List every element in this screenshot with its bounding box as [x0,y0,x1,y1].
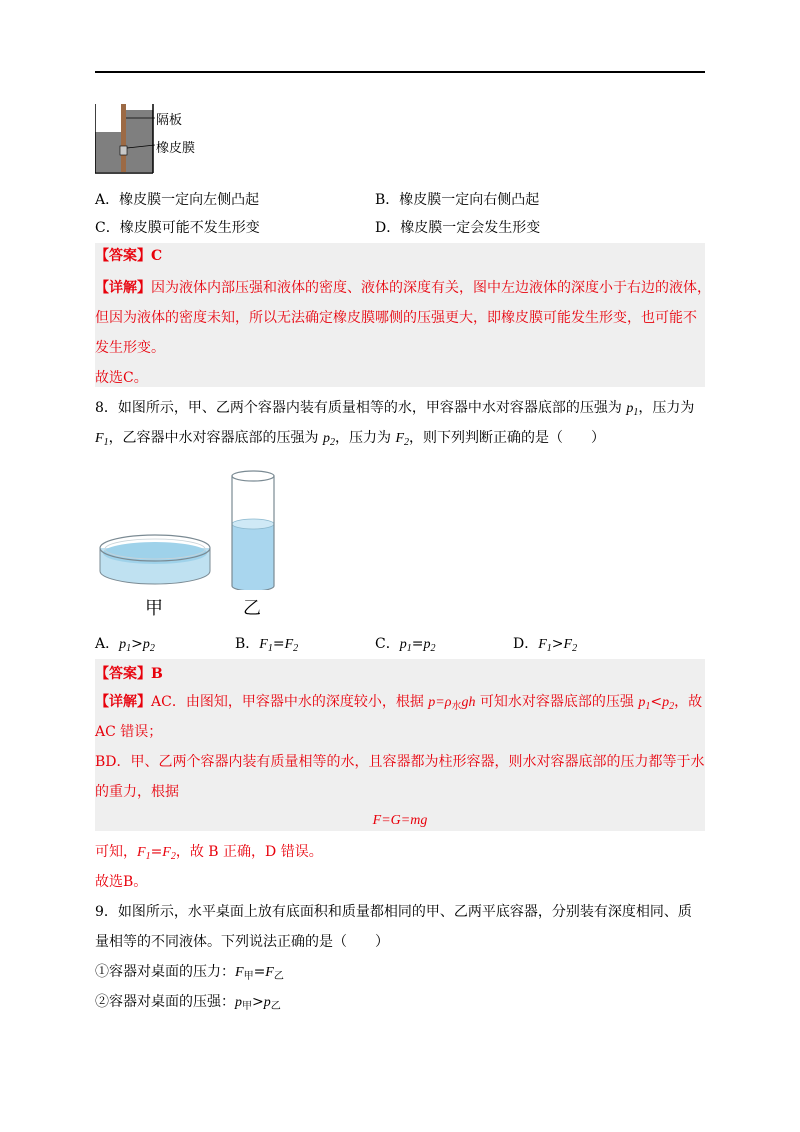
q7-option-a: A．橡皮膜一定向左侧凸起 [95,192,260,208]
q7-option-c: C．橡皮膜可能不发生形变 [95,220,260,236]
q8-detail-line-1: 【详解】AC．由图知，甲容器中水的深度较小，根据 $p=\rho_水gh$ 可知水对容器底部的压强 $p_1<p_2$，故 [95,694,703,712]
partition-container-figure [95,100,155,175]
q8-formula: F=G=mg [372,813,428,828]
answer-letter: B [151,666,163,682]
q8-option-d: D．$F_1>F_2$ [513,636,578,654]
q8-stem-line-2: $F_1$，乙容器中水对容器底部的压强为 $p_2$，压力为 $F_2$，则下列判断正确的是（ ） [95,430,606,448]
q8-answer [95,664,163,684]
q7-conclusion: 故选C。 [95,370,148,386]
q8-detail-line-4: 的重力，根据 [95,784,179,800]
q7-detail-line-1: 【详解】因为液体内部压强和液体的密度、液体的深度有关，图中左边液体的深度小于右边的液体， [95,280,711,296]
q8-option-b: B．$F_1=F_2$ [235,636,299,654]
q7-detail-line-3: 发生形变。 [95,340,165,356]
q9-item-2: ②容器对桌面的压强：$p_甲>p_乙$ [95,994,281,1012]
q8-stem-line-1: 8．如图所示，甲、乙两个容器内装有质量相等的水，甲容器中水对容器底部的压强为 $p_1$，压力为 [95,400,695,418]
q8-option-a: A．$p_1>p_2$ [95,636,155,654]
q8-detail-line-3: BD．甲、乙两个容器内装有质量相等的水，且容器都为柱形容器，则水对容器底部的压力都等于水 [95,754,705,770]
q8-detail-line-2: AC 错误； [95,724,163,740]
detail-tag: 【详解】 [95,280,151,296]
q8-option-c: C．$p_1=p_2$ [375,636,436,654]
containers-figure [95,468,295,590]
membrane-label: 橡皮膜 [156,141,196,156]
q8-after-line: 可知，$F_1=F_2$，故 B 正确，D 错误。 [95,844,323,862]
answer-tag: 【答案】 [95,666,151,682]
header-rule [95,71,705,73]
partition-label: 隔板 [156,113,183,128]
q7-option-d: D．橡皮膜一定会发生形变 [375,220,541,236]
q8-answer-panel [95,659,705,831]
q7-option-b: B．橡皮膜一定向右侧凸起 [375,192,540,208]
q7-detail-line-2: 但因为液体的密度未知，所以无法确定橡皮膜哪侧的压强更大，即橡皮膜可能发生形变，也可能不 [95,310,697,326]
q7-answer [95,246,162,266]
container-label-yi: 乙 [243,598,261,619]
q9-stem-line-1: 9．如图所示，水平桌面上放有底面积和质量都相同的甲、乙两平底容器，分别装有深度相同、质 [95,904,692,920]
detail-tag: 【详解】 [95,694,151,710]
q9-item-1: ①容器对桌面的压力：$F_甲=F_乙$ [95,964,284,982]
container-label-jia: 甲 [145,598,163,619]
q9-stem-line-2: 量相等的不同液体。下列说法正确的是（ ） [95,934,389,950]
answer-tag: 【答案】 [95,248,151,264]
answer-letter: C [151,248,163,264]
q8-conclusion: 故选B。 [95,874,148,890]
